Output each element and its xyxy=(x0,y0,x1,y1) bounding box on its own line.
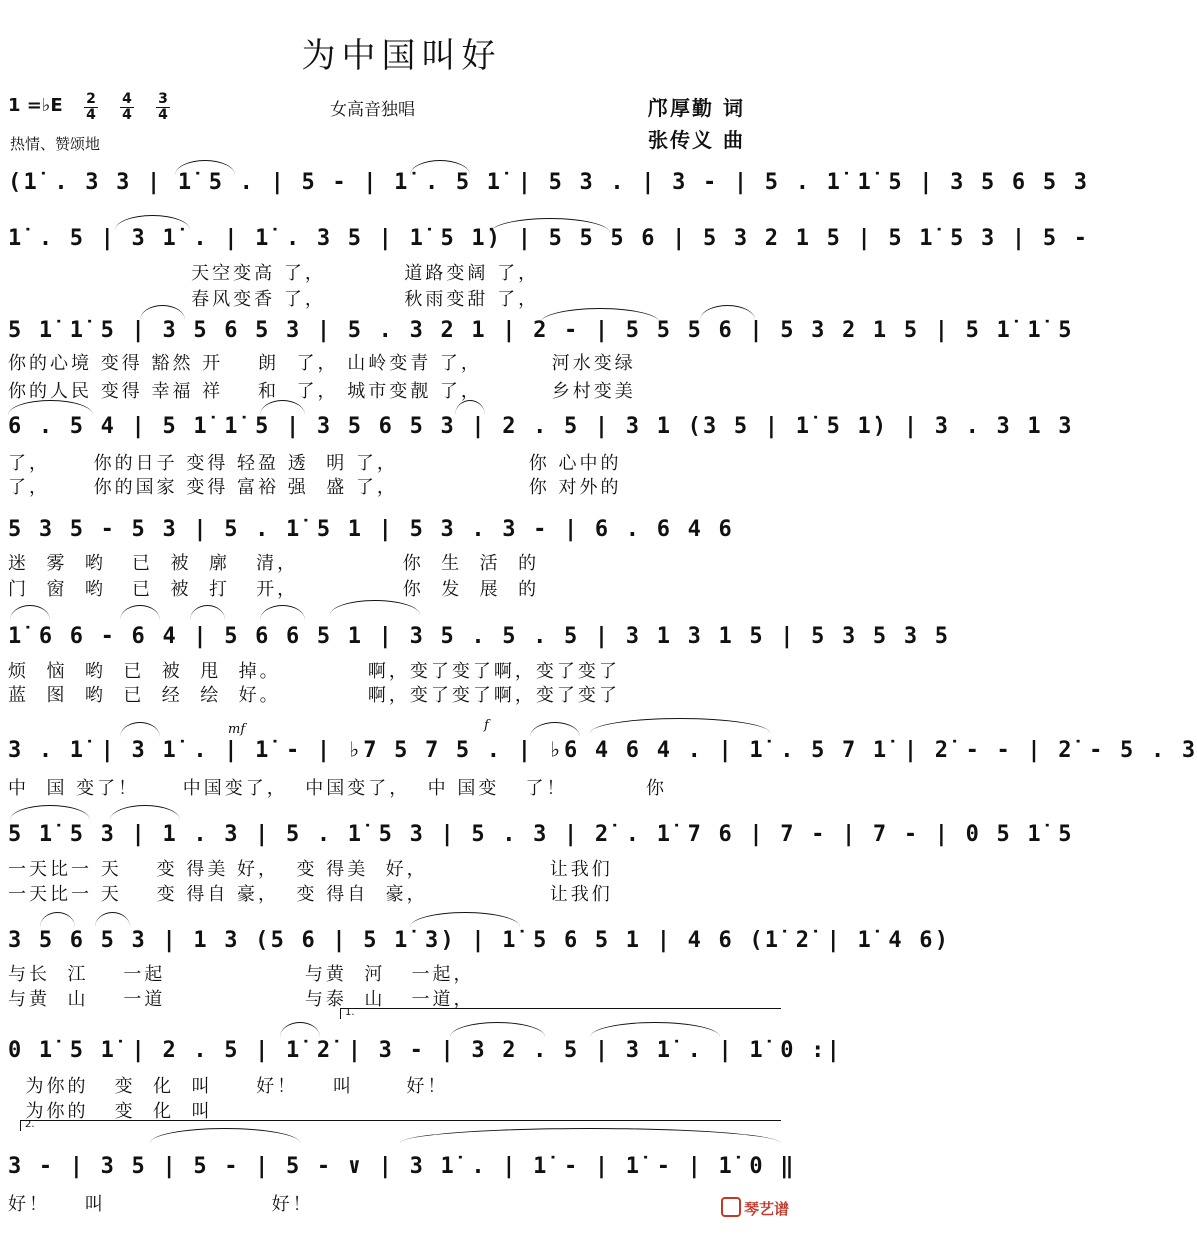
volta-1: 1. xyxy=(340,1008,781,1019)
lyric-line-10b: 为你的 变 化 叫 xyxy=(8,1101,213,1122)
lyric-line-5a: 迷 雾 哟 已 被 廓 清， 你 生 活 的 xyxy=(8,553,540,574)
lyric-line-3a: 你的心境 变得 豁然 开 朗 了， 山岭变青 了， 河水变绿 xyxy=(8,353,636,374)
mood-marking: 热情、赞颂地 xyxy=(10,135,101,153)
site-logo: 琴艺谱 xyxy=(721,1197,789,1219)
lyric-line-7: 中 国 变了！ 中国变了， 中国变了， 中 国变 了！ 你 xyxy=(8,778,668,799)
time-signature-1: $\frac{2}{4}$ xyxy=(84,92,98,123)
score-subtitle: 女高音独唱 xyxy=(330,100,415,120)
key-signature: 1 =♭E xyxy=(8,95,63,116)
staff-line-5: 5 3 5 - 5 3 | 5 . 1̇ 5 1 | 5 3 . 3 - | 6 . 6 4 6 xyxy=(8,517,734,542)
time-signature-2: $\frac{4}{4}$ xyxy=(120,92,134,123)
lyric-line-9a: 与长 江 一起 与黄 河 一起， xyxy=(8,964,475,985)
lyric-line-2b: 春风变香 了， 秋雨变甜 了， xyxy=(8,289,540,310)
lyric-line-11: 好！ 叫 好！ xyxy=(8,1194,314,1215)
staff-line-8: 5 1̇ 5 3 | 1 . 3 | 5 . 1̇ 5 3 | 5 . 3 | 2̇ . 1̇ 7 6 | 7 - | 7 - | 0 5 1̇ 5 xyxy=(8,822,1074,847)
lyric-line-2a: 天空变高 了， 道路变阔 了， xyxy=(8,263,540,284)
logo-icon xyxy=(721,1197,741,1217)
lyric-line-9b: 与黄 山 一道 与泰 山 一道， xyxy=(8,989,475,1010)
lyric-line-6b: 蓝 图 哟 已 经 绘 好。 啊，变了变了啊，变了变了 xyxy=(8,685,620,706)
staff-line-4: 6 . 5 4 | 5 1̇ 1̇ 5 | 3 5 6 5 3 | 2 . 5 | 3 1 (3 5 | 1̇ 5 1̇) | 3 . 3 1 3 xyxy=(8,414,1074,439)
lyric-line-10a: 为你的 变 化 叫 好！ 叫 好！ xyxy=(8,1076,449,1097)
score-title: 为中国叫好 xyxy=(301,36,502,76)
staff-line-9: 3 5 6 5 3 | 1 3 (5 6 | 5 1̇ 3) | 1̇ 5 6 5 1 | 4 6 (1̇ 2̇ | 1̇ 4 6) xyxy=(8,928,951,953)
lyric-line-8b: 一天比一 天 变 得自 豪， 变 得自 豪， 让我们 xyxy=(8,884,613,905)
dynamic-f: f xyxy=(484,718,489,733)
lyric-line-4b: 了， 你的国家 变得 富裕 强 盛 了， 你 对外的 xyxy=(8,477,622,498)
staff-line-7: 3 . 1̇ | 3 1̇ . | 1̇ - | ♭7 5 7 5 . | ♭6 4 6 4 . | 1̇ . 5 7 1̇ | 2̇ - - | 2̇ - 5 . 3 xyxy=(8,738,1197,763)
volta-2: 2. xyxy=(20,1120,781,1131)
staff-line-6: 1̇ 6 6 - 6 4 | 5 6 6 5 1 | 3 5 . 5 . 5 | 3 1 3 1 5 | 5 3 5 3 5 xyxy=(8,624,951,649)
lyric-line-6a: 烦 恼 哟 已 被 甩 掉。 啊，变了变了啊，变了变了 xyxy=(8,661,620,682)
lyric-line-5b: 门 窗 哟 已 被 打 开， 你 发 展 的 xyxy=(8,579,540,600)
dynamic-mf: mf xyxy=(228,722,246,737)
lyric-line-3b: 你的人民 变得 幸福 祥 和 了， 城市变靓 了， 乡村变美 xyxy=(8,381,636,402)
staff-line-2: 1̇ . 5 | 3 1̇ . | 1̇ . 3 5 | 1̇ 5 1̇) | 5 5 5 6 | 5 3 2 1 5 | 5 1̇ 5 3 | 5 - xyxy=(8,226,1090,251)
time-signature-3: $\frac{3}{4}$ xyxy=(156,92,170,123)
lyric-line-8a: 一天比一 天 变 得美 好， 变 得美 好， 让我们 xyxy=(8,859,613,880)
lyricist-credit: 邝厚勤 词 xyxy=(648,96,745,120)
composer-credit: 张传义 曲 xyxy=(648,128,745,152)
lyric-line-4a: 了， 你的日子 变得 轻盈 透 明 了， 你 心中的 xyxy=(8,453,622,474)
staff-line-3: 5 1̇ 1̇ 5 | 3 5 6 5 3 | 5 . 3 2 1 | 2 - | 5 5 5 6 | 5 3 2 1 5 | 5 1̇ 1̇ 5 xyxy=(8,318,1074,343)
staff-line-11: 3 - | 3 5 | 5 - | 5 - ∨ | 3 1̇ . | 1̇ - | 1̇ - | 1̇ 0 ‖ xyxy=(8,1154,796,1179)
time-signatures xyxy=(84,92,170,123)
staff-line-10: 0 1̇ 5 1̇ | 2 . 5 | 1̇ 2̇ | 3 - | 3 2 . 5 | 3 1̇ . | 1̇ 0 :| xyxy=(8,1038,843,1063)
staff-line-1: (1̇ . 3 3 | 1̇ 5 . | 5 - | 1̇ . 5 1̇ | 5 3 . | 3 - | 5 . 1̇ 1̇ 5 | 3 5 6 5 3 xyxy=(8,170,1090,195)
